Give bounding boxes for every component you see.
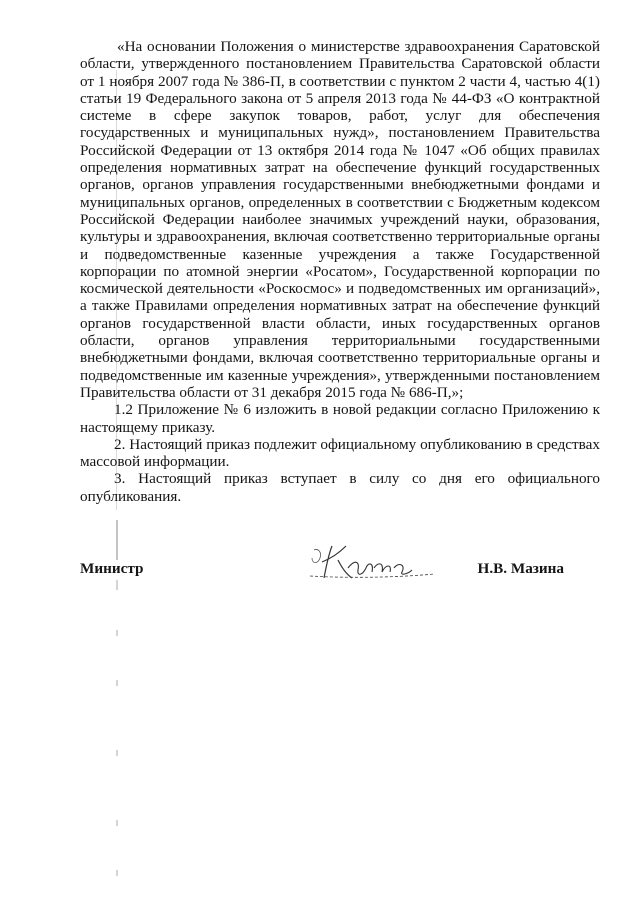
signatory-title: Министр [80, 560, 144, 577]
handwritten-signature [302, 538, 442, 584]
signatory-name: Н.В. Мазина [477, 560, 564, 577]
paragraph-item-1-2: 1.2 Приложение № 6 изложить в новой редакции согласно Приложению к настоящему приказу. [80, 401, 600, 436]
scan-artifact-dots [116, 520, 118, 900]
paragraph-item-3: 3. Настоящий приказ вступает в силу со дня его официального опубликования. [80, 470, 600, 505]
paragraph-item-2: 2. Настоящий приказ подлежит официальному опубликованию в средствах массовой информации. [80, 435, 600, 471]
signature-block [80, 552, 600, 592]
paragraph-preamble: «На основании Положения о министерстве здравоохранения Саратовской области, утвержденного постановлением Правительства Саратовской области от 1 ноября 2007 года № 386-П, в соответствии с пунктом 2 части 4, частью 4(1) статьи 19 Федерального закона от 5 апреля 2013 года № 44-ФЗ «О контрактной системе в сфере закупок товаров, работ, услуг для обеспечения государственных и муниципальных нужд», постановлением Правительства Российской Федерации от 13 октября 2014 года № 1047 «Об общих правилах определения нормативных затрат на обеспечение функций государственных органов, органов управления государственными внебюджетными фондами и муниципальных органов, определенных в соответствии с Бюджетным кодексом Российской Федерации наиболее значимых учреждений науки, образования, культуры и здравоохранения, включая соответственно территориальные органы и подведомственные казенные учреждения а также Государственной корпорации по атомной энергии «Росатом», Государственной корпорации по космической деятельности «Роскосмос» и подведомственных им организаций», а также Правилами определения нормативных затрат на обеспечение функций органов государственной власти области, иных государственных органов области, органов управления территориальными государственными внебюджетными фондами, включая соответственно территориальные органы и подведомственные им казенные учреждения», утвержденными постановлением Правительства области от 31 декабря 2015 года № 686-П,»; [80, 38, 600, 401]
document-body [80, 38, 600, 505]
